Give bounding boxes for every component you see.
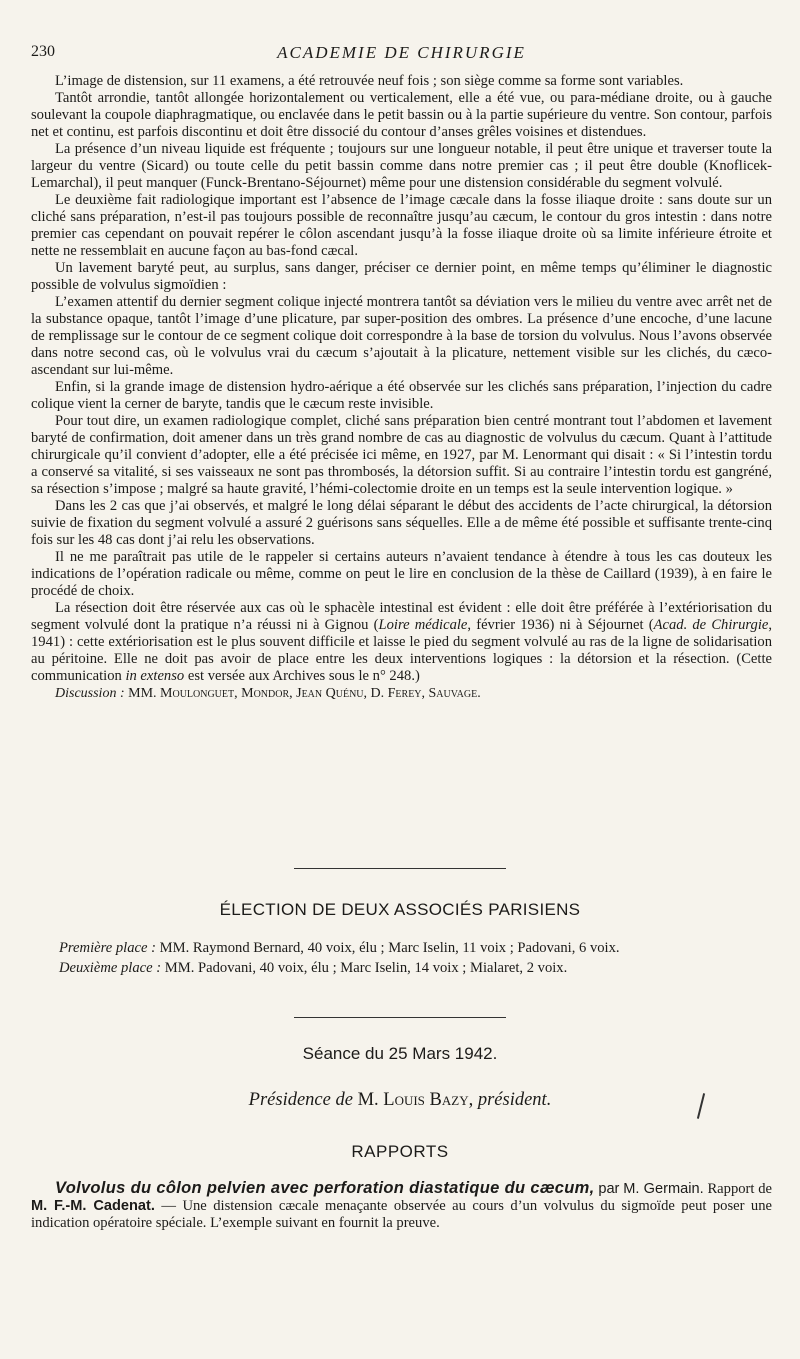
running-head <box>31 0 772 62</box>
first-place-label: Première place : <box>59 940 156 956</box>
first-place-result <box>31 940 772 957</box>
paragraph <box>31 600 772 685</box>
text-run: , février 1936) ni à Séjournet ( <box>467 617 654 633</box>
paragraph: Il ne me paraîtrait pas utile de le rappeler si certains auteurs n’avaient tendance à étendre à tous les cas douteux les indications de l’opération radicale ou même, comme on peut le lire en conclusion de la thèse de Caillard (1939), à en faire le procédé de choix. <box>31 549 772 599</box>
second-place-result <box>31 960 772 977</box>
first-place-text: MM. Raymond Bernard, 40 voix, élu ; Marc Iselin, 11 voix ; Padovani, 6 voix. <box>159 940 620 956</box>
president-role: président. <box>477 1090 552 1110</box>
rapports-heading: RAPPORTS <box>351 1142 449 1161</box>
text-run: est versée aux Archives sous le n° 248.) <box>184 668 420 684</box>
paragraph: Pour tout dire, un examen radiologique complet, cliché sans préparation bien centré montrant tout l’abdomen et lavement baryté de confirmation, doit amener dans un très grand nombre de cas au diagnostic de volvulus du cæcum. Quant à l’attitude chirurgicale qu’il convient d’adopter, elle a été précisée ici même, en 1927, par M. Lenormant qui disait : « Si l’intestin tordu a conservé sa vitalité, si ses vaisseaux ne sont pas thrombosés, la détorsion suffit. Si au contraire l’intestin tordu est gangréné, sa résection s’impose ; malgré sa haute gravité, l’hémi-colectomie droite en un temps est la seule intervention logique. » <box>31 413 772 497</box>
report-label: Rapport de <box>707 1181 773 1197</box>
paragraph: Tantôt arrondie, tantôt allongée horizontalement ou verticalement, elle a été vue, ou para-médiane droite, ou à gauche soulevant la coupole diaphragmatique, ou enclavée dans le petit bassin ou à la partie supérieure du ventre. Son contour, parfois net et continu, est parfois discontinu et doit être dissocié du contour d’anses grêles voisines et distendues. <box>31 90 772 140</box>
section-divider <box>294 1017 506 1018</box>
report-paragraph <box>31 1180 772 1232</box>
discussion-line <box>31 685 772 702</box>
presidence-line <box>0 1090 800 1111</box>
text-run: , 1941) : cette extériorisation est le plus souvent difficile et laisse le pied du segment volvulé au ras de la ligne de solidarisation au péritoine. Elle ne doit pas avoir de place entre les deux interventions logiques : la détorsion et la résection. (Cette communication <box>31 617 773 684</box>
paragraph: Un lavement baryté peut, au surplus, sans danger, préciser ce dernier point, en même temps qu’éliminer le diagnostic possible de volvulus sigmoïdien : <box>31 260 772 293</box>
second-place-label: Deuxième place : <box>59 960 162 976</box>
article-body <box>31 73 772 702</box>
paragraph: Dans les 2 cas que j’ai observés, et malgré le long délai séparant le début des accidents de l’acte chirurgical, la détorsion suivie de fixation du segment volvulé a assuré 2 guérisons sans séquelles. Elle a de même été possible et suffisante trente-cinq fois sur les 48 cas dont j’ai relu les observations. <box>31 498 772 548</box>
paragraph: L’examen attentif du dernier segment colique injecté montrera tantôt sa déviation vers le milieu du ventre avec arrêt net de la substance opaque, tantôt l’image d’une plicature, par super-position des ombres. La présence d’une encoche, d’une lacune de remplissage sur le contour de ce segment colique doit correspondre à la base de torsion du volvulus. Nous l’avons observée dans notre second cas, où le volvulus vrai du cæcum s’ajoutait à la plicature, nettement visible sur les clichés, du cæco-ascendant sur lui-même. <box>31 294 772 378</box>
presidence-prefix: Présidence de <box>248 1090 353 1110</box>
election-heading: ÉLECTION DE DEUX ASSOCIÉS PARISIENS <box>219 900 581 919</box>
report-by: par <box>598 1181 620 1197</box>
election-results <box>31 940 772 980</box>
president-name: M. Louis Bazy, <box>357 1090 474 1110</box>
report-summary: — Une distension cæcale menaçante observée au cours d’un volvulus du sigmoïde peut poser une indication opératoire spéciale. L’exemple suivant en fournit la preuve. <box>31 1198 773 1231</box>
discussion-participants: MM. Moulonguet, Mondor, Jean Quénu, D. Ferey, Sauvage. <box>128 686 481 701</box>
text-run: La résection doit être réservée aux cas où le sphacèle intestinal est évident : elle doit être préférée à l’extériorisation du segment volvulé dont la pratique n’a réussi ni à Gignou ( <box>31 600 772 633</box>
citation: Loire médicale <box>378 617 468 633</box>
rapporteur-name: M. F.-M. Cadenat. <box>31 1198 155 1214</box>
journal-title: ACADEMIE DE CHIRURGIE <box>277 43 526 62</box>
second-place-text: MM. Padovani, 40 voix, élu ; Marc Iselin, 14 voix ; Mialaret, 2 voix. <box>164 960 568 976</box>
paragraph: La présence d’un niveau liquide est fréquente ; toujours sur une longueur notable, il peut être unique et traverser toute la largeur du ventre (Sicard) ou toute celle du petit bassin comme dans notre premier cas ; il peut être double (Knoflicek-Lemarchal), il peut manquer (Funck-Brentano-Séjournet) même pour une distension considérable du segment volvulé. <box>31 141 772 191</box>
paragraph: Le deuxième fait radiologique important est l’absence de l’image cæcale dans la fosse iliaque droite : sans doute sur un cliché sans préparation, n’est-il pas toujours possible de reconnaître jusqu’au cæcum, le contour du gros intestin : dans notre premier cas cependant on pouvait repérer le côlon ascendant jusqu’à la fosse iliaque droite où sa limite inférieure étroite et nette ne ressemblait en aucune façon au bas-fond cæcal. <box>31 192 772 259</box>
page-number: 230 <box>31 43 55 60</box>
report-author: M. Germain. <box>623 1181 704 1197</box>
seance-heading: Séance du 25 Mars 1942. <box>302 1044 498 1063</box>
discussion-label: Discussion : <box>55 686 125 701</box>
latin-phrase: in extenso <box>125 668 185 684</box>
section-divider <box>294 868 506 869</box>
paragraph: L’image de distension, sur 11 examens, a été retrouvée neuf fois ; son siège comme sa forme sont variables. <box>55 73 684 89</box>
paragraph: Enfin, si la grande image de distension hydro-aérique a été observée sur les clichés sans préparation, l’injection du cadre colique vient la cerner de baryte, tandis que le cæcum reste invisible. <box>31 379 772 412</box>
report-entry <box>31 1180 772 1232</box>
citation: Acad. de Chirurgie <box>653 617 769 633</box>
report-title: Volvolus du côlon pelvien avec perforation diastatique du cæcum, <box>55 1179 595 1197</box>
